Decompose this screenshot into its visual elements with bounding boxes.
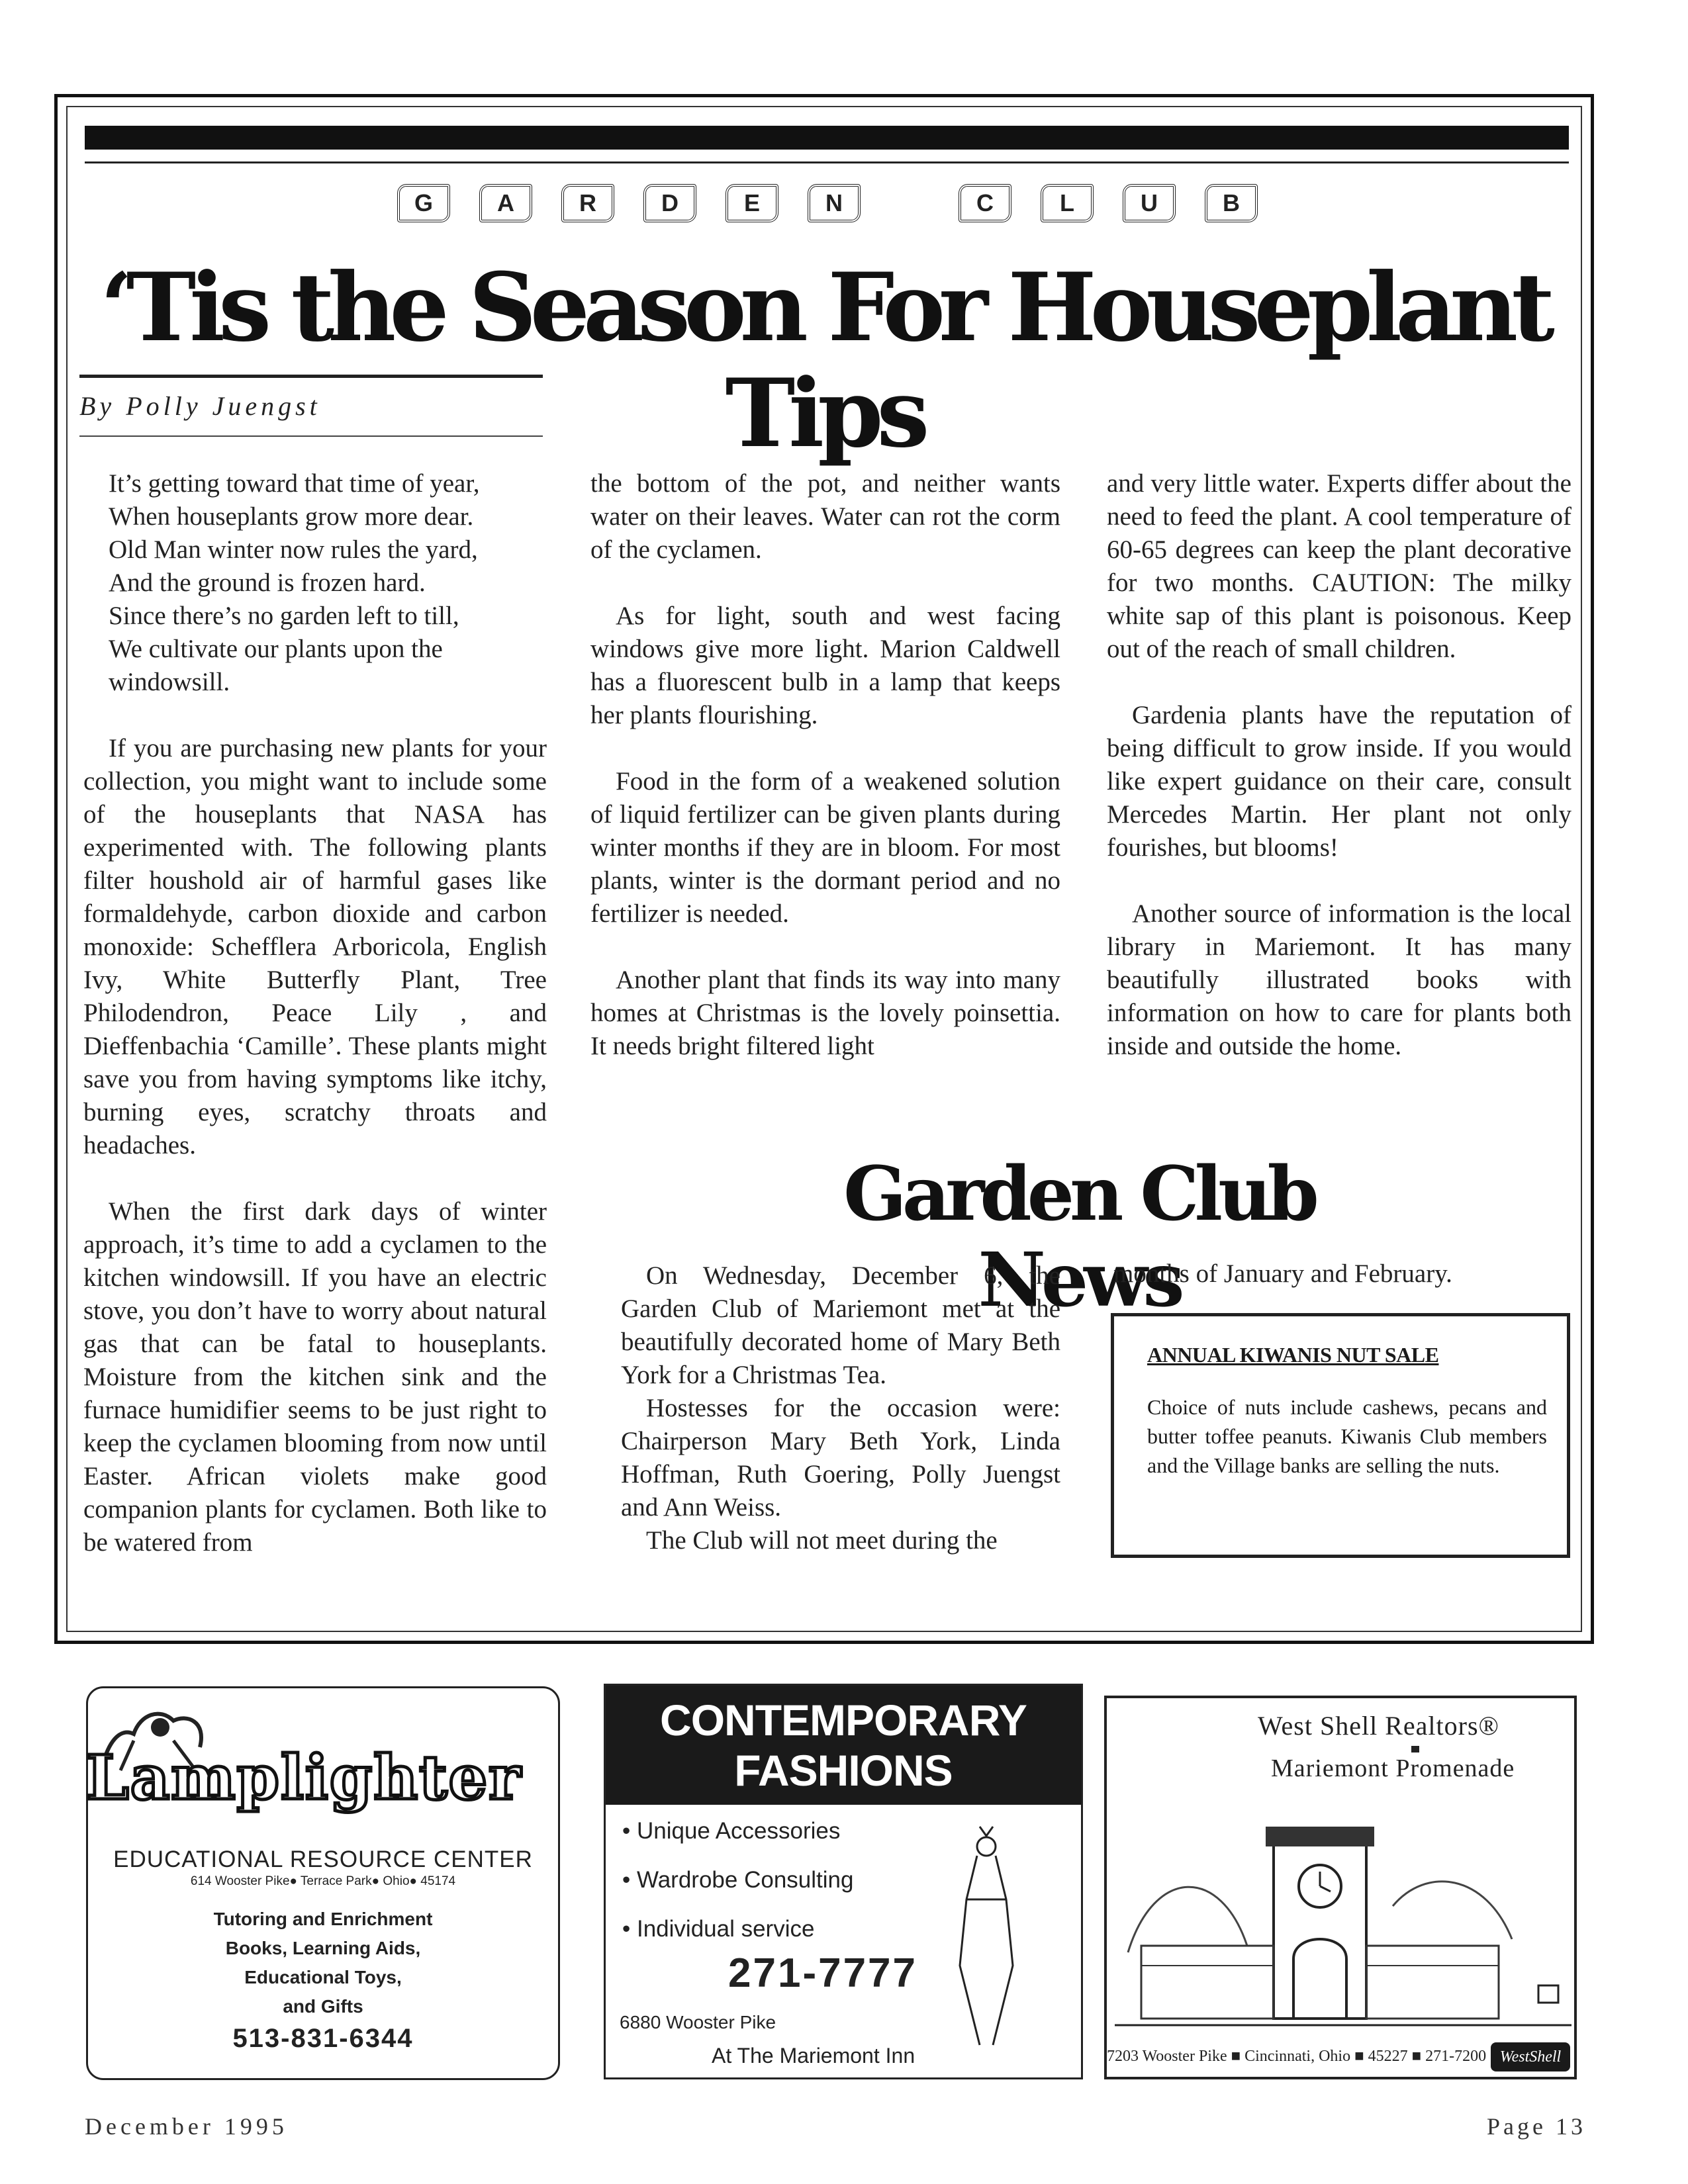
service-line: and Gifts — [283, 1996, 363, 2017]
kicker-letter: B — [1205, 184, 1258, 222]
west-shell-title: West Shell Realtors® — [1258, 1711, 1499, 1741]
lamplighter-subtitle: EDUCATIONAL RESOURCE CENTER — [113, 1846, 533, 1872]
contemporary-address: 6880 Wooster Pike — [620, 2012, 776, 2032]
kicker-letter: U — [1123, 184, 1176, 222]
byline-rule — [79, 375, 543, 378]
kicker-letter: D — [643, 184, 696, 222]
west-shell-logo: WestShell — [1491, 2042, 1570, 2071]
lamplighter-services — [86, 1905, 560, 2021]
kicker-gap — [890, 184, 929, 217]
header-bar — [85, 126, 1569, 150]
contemporary-location: At The Mariemont Inn — [712, 2044, 915, 2068]
contemporary-banner — [606, 1686, 1081, 1805]
kicker-letter: A — [479, 184, 532, 222]
service-line: Books, Learning Aids, — [225, 1938, 421, 1958]
contemporary-phone: 271-7777 — [728, 1950, 918, 1996]
divider-square — [1411, 1746, 1419, 1752]
news-paragraph: months of January and February. — [1113, 1259, 1452, 1288]
kicker-letter: E — [726, 184, 778, 222]
article-paragraph: If you are purchasing new plants for your collection, you might want to include some of the houseplants that NASA has experimented with. The following plants filter houshold air of harmful gases like formaldehyde, carbon dioxide and carbon monoxide: Schefflera Arboricola, English Ivy, White Butterfly Plant, Tree Philodendron, Peace Lily , and Dieffenbachia ‘Camille’. These plants might save you from having symptoms like itchy, burning eyes, scratchy throats and headaches. — [83, 734, 547, 1160]
kicker-letter: L — [1041, 184, 1094, 222]
article-paragraph: Another source of information is the local library in Mariemont. It has many beautifully illustrated books with information on how to care for plants both inside and outside the home. — [1107, 899, 1571, 1060]
footer-page-number: Page 13 — [1487, 2113, 1586, 2140]
article-column-2 — [590, 467, 1060, 1096]
kicker-letter: N — [808, 184, 861, 222]
service-item: • Unique Accessories — [622, 1807, 853, 1856]
kicker-letter: G — [397, 184, 450, 222]
article-paragraph: As for light, south and west facing windows give more light. Marion Caldwell has a fluorescent bulb in a lamp that keeps her plants flourishing. — [590, 602, 1060, 729]
poem-line: Since there’s no garden left to till, — [109, 602, 459, 630]
poem — [83, 467, 547, 699]
west-shell-subtitle: Mariemont Promenade — [1271, 1754, 1515, 1782]
kiwanis-title: ANNUAL KIWANIS NUT SALE — [1147, 1343, 1439, 1367]
kicker-letter: C — [959, 184, 1011, 222]
article-column-3 — [1107, 467, 1571, 1096]
poem-line: We cultivate our plants upon the — [109, 635, 443, 663]
article-paragraph: Another plant that finds its way into many homes at Christmas is the lovely poinsettia. It needs bright filtered light — [590, 966, 1060, 1060]
header-rule — [85, 161, 1569, 163]
service-line: Educational Toys, — [244, 1967, 402, 1987]
lamplighter-phone: 513-831-6344 — [232, 2024, 414, 2053]
poem-line: And the ground is frozen hard. — [109, 569, 426, 597]
footer-date: December 1995 — [85, 2113, 288, 2140]
poem-line: windowsill. — [109, 668, 230, 696]
service-item: • Wardrobe Consulting — [622, 1856, 853, 1905]
news-paragraph: Hostesses for the occasion were: Chairperson Mary Beth York, Linda Hoffman, Ruth Goering, Polly Juengst and Ann Weiss. — [621, 1394, 1060, 1522]
article-paragraph: the bottom of the pot, and neither wants water on their leaves. Water can rot the corm of the cyclamen. — [590, 469, 1060, 564]
news-headline: Garden Club News — [843, 1151, 1315, 1324]
lamplighter-address: 614 Wooster Pike● Terrace Park● Ohio● 45174 — [190, 1874, 456, 1888]
article-paragraph: and very little water. Experts differ about the need to feed the plant. A cool temperature of 60-65 degrees can keep the plant decorative for two months. CAUTION: The milky white sap of this plant is poisonous. Keep out of the reach of small children. — [1107, 469, 1571, 663]
kicker-letter: R — [561, 184, 614, 222]
poem-line: When houseplants grow more dear. — [109, 502, 474, 531]
poem-line: Old Man winter now rules the yard, — [109, 535, 478, 564]
kiwanis-body: Choice of nuts include cashews, pecans and butter toffee peanuts. Kiwanis Club members and the Village banks are selling the nuts. — [1147, 1395, 1547, 1477]
fashion-figure-icon — [940, 1820, 1033, 2058]
news-column-2 — [1107, 1257, 1571, 1291]
lamplighter-logo: Lamplighter — [86, 1742, 522, 1813]
article-headline: ‘Tis the Season For Houseplant Tips — [100, 253, 1548, 469]
article-paragraph: Gardenia plants have the reputation of being difficult to grow inside. If you would like expert guidance on their care, consult Mercedes Martin. Her plant not only fourishes, but blooms! — [1107, 701, 1571, 862]
article-paragraph: Food in the form of a weakened solution of liquid fertilizer can be given plants during winter months if they are in bloom. For most plants, winter is the dormant period and no fertilizer is needed. — [590, 767, 1060, 928]
article-byline: By Polly Juengst — [79, 391, 321, 421]
article-column-1 — [83, 467, 547, 1592]
poem-line: It’s getting toward that time of year, — [109, 469, 480, 498]
west-shell-address: 7203 Wooster Pike ■ Cincinnati, Ohio ■ 45227 ■ 271-7200 — [1107, 2048, 1487, 2065]
byline-rule — [79, 435, 543, 437]
banner-line: FASHIONS — [734, 1746, 953, 1795]
promenade-building-icon — [1115, 1787, 1571, 2038]
contemporary-services — [622, 1807, 853, 1954]
service-line: Tutoring and Enrichment — [213, 1909, 433, 1929]
news-paragraph: The Club will not meet during the — [646, 1526, 998, 1555]
kiwanis-box — [1111, 1313, 1570, 1558]
news-paragraph: On Wednesday, December 6, the Garden Club of Mariemont met at the beautifully decorated home of Mary Beth York for a Christmas Tea. — [621, 1261, 1060, 1389]
section-kicker — [397, 184, 1258, 222]
banner-line: CONTEMPORARY — [660, 1696, 1027, 1745]
service-item: • Individual service — [622, 1905, 853, 1954]
news-column-1 — [621, 1259, 1060, 1557]
article-paragraph: When the first dark days of winter approach, it’s time to add a cyclamen to the kitchen windowsill. If you have an electric stove, you don’t have to worry about natural gas that can be fatal to houseplants. Moisture from the kitchen sink and the furnace humidifier seems to be just right to keep the cyclamen blooming from now until Easter. African violets make good companion plants for cyclamen. Both like to be watered from — [83, 1197, 547, 1557]
